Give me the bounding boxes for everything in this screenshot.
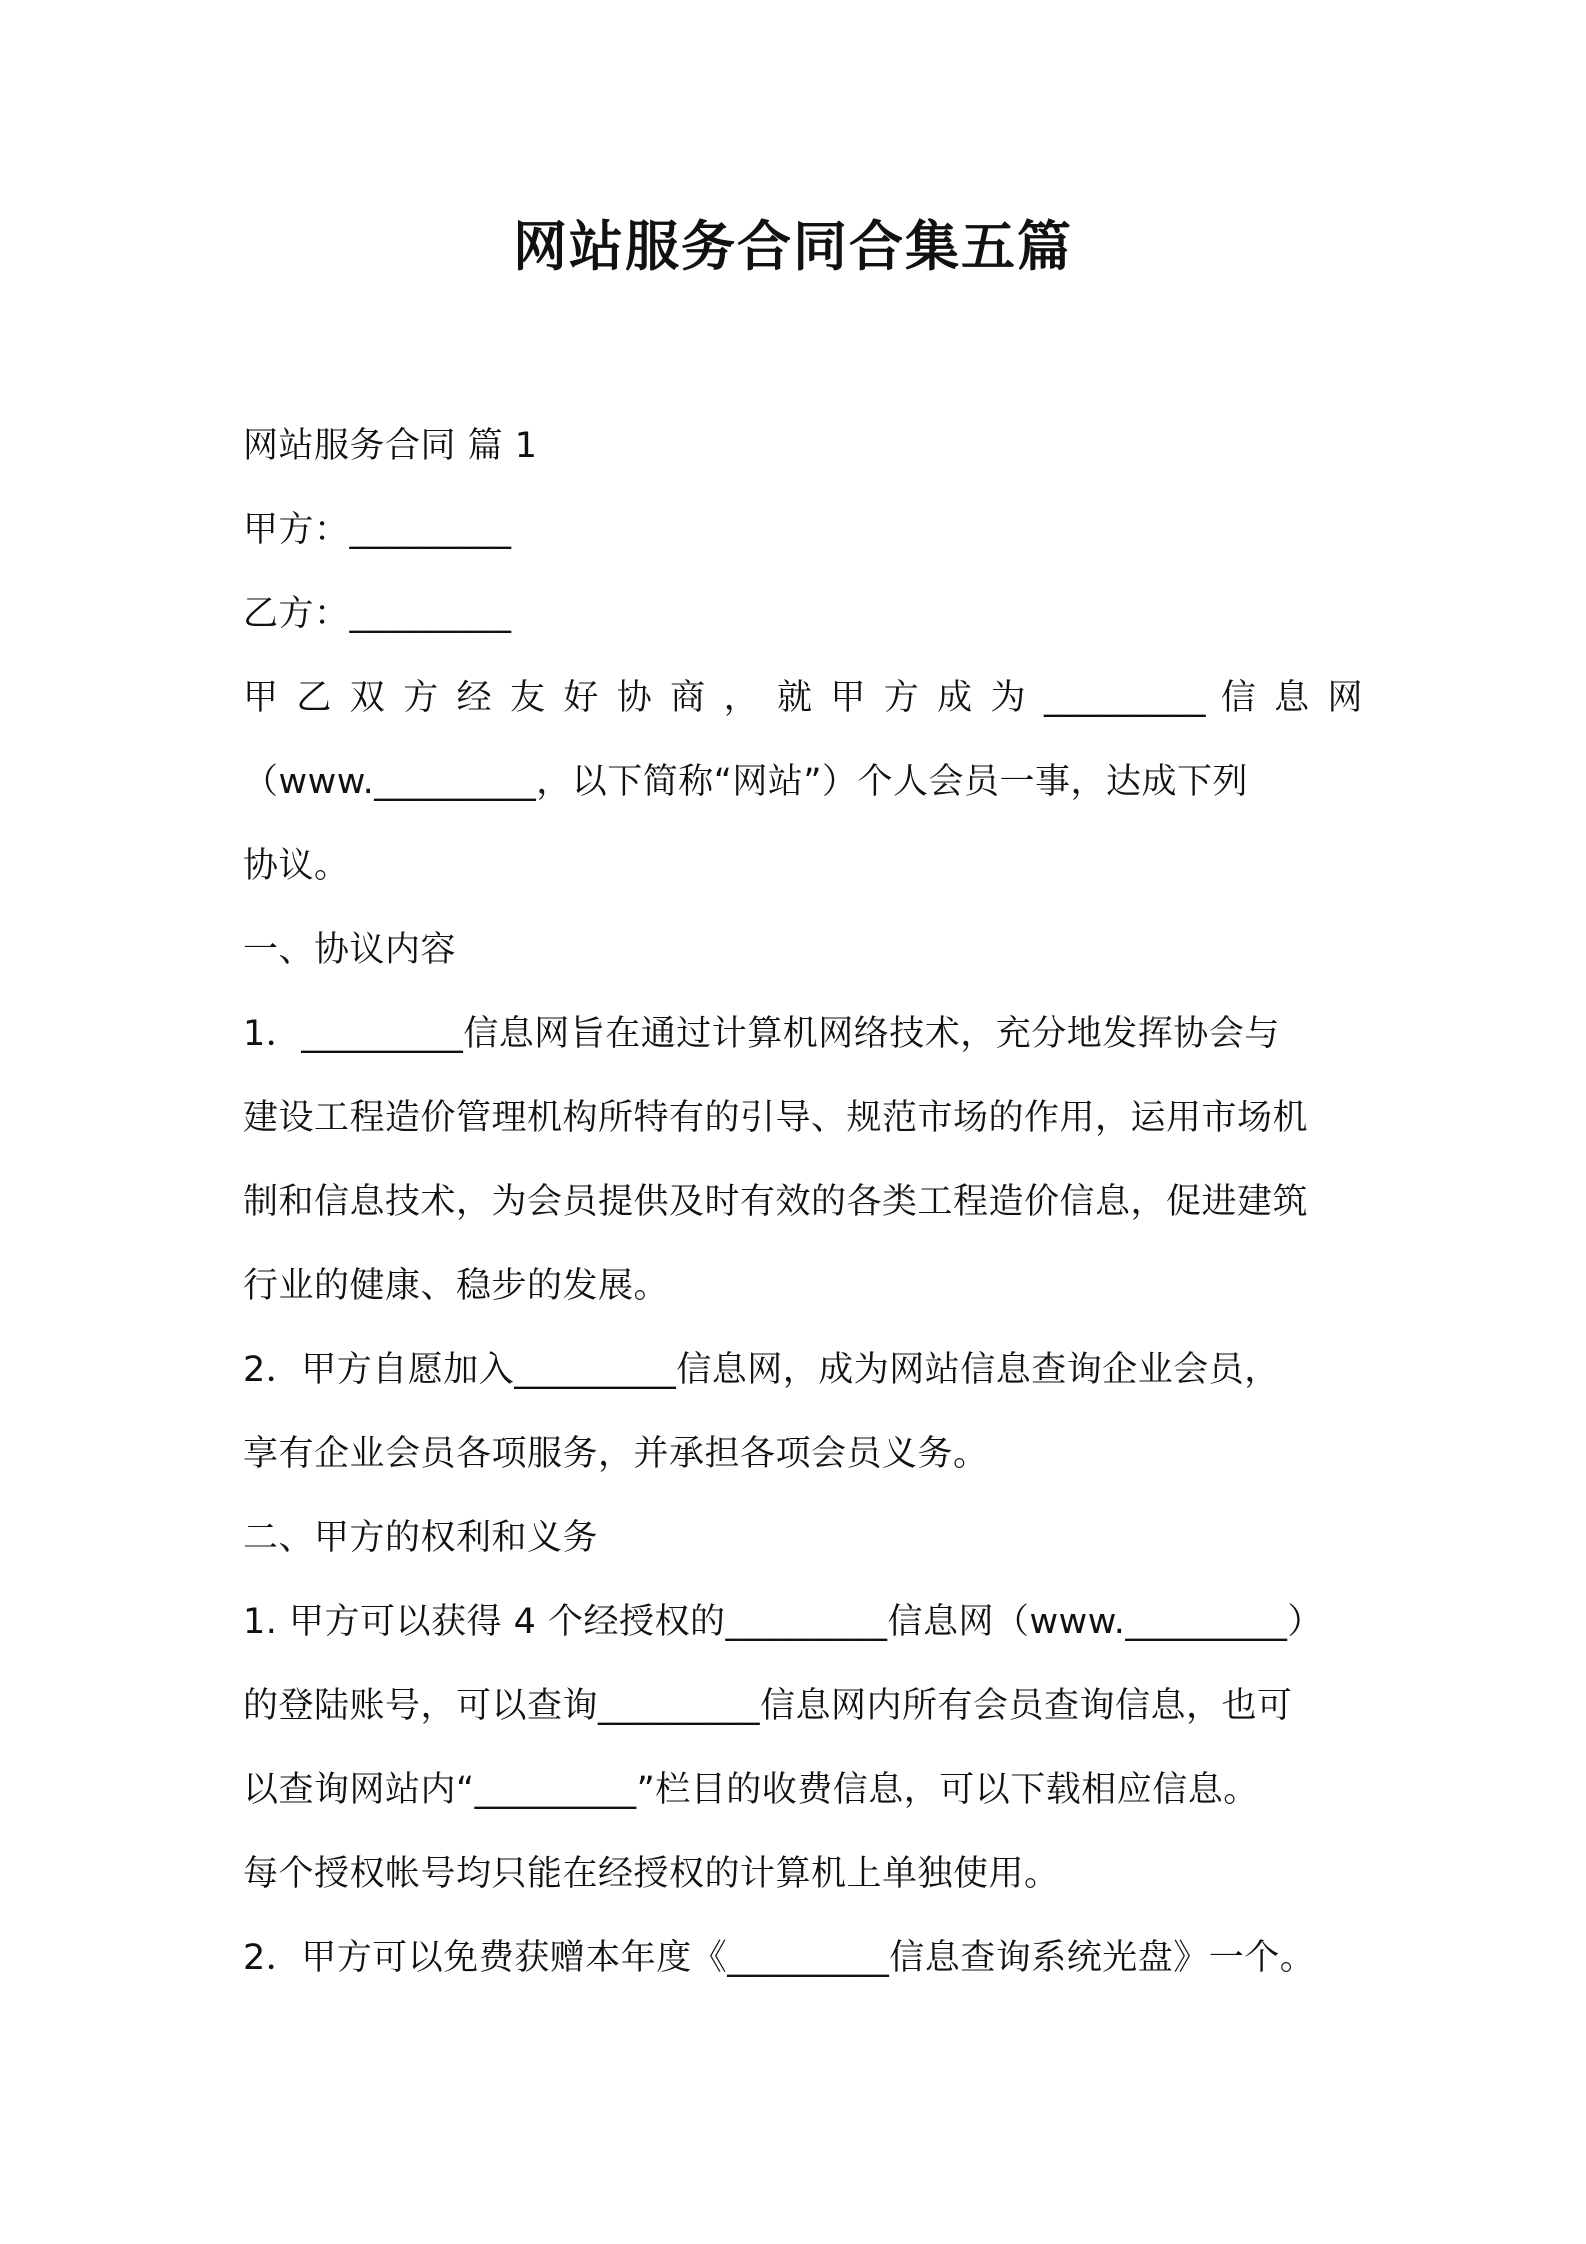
paragraph-line: 制和信息技术，为会员提供及时有效的各类工程造价信息，促进建筑 xyxy=(243,1182,1309,1222)
section-heading: 网站服务合同 篇 1 xyxy=(243,426,538,466)
paragraph-line: 协议。 xyxy=(243,846,350,886)
paragraph-line: 1．_________信息网旨在通过计算机网络技术，充分地发挥协会与 xyxy=(243,1014,1280,1054)
paragraph-line: 每个授权帐号均只能在经授权的计算机上单独使用。 xyxy=(243,1854,1060,1894)
paragraph-line: （www._________，以下简称“网站”）个人会员一事，达成下列 xyxy=(243,762,1249,802)
paragraph-line: 2．甲方自愿加入_________信息网，成为网站信息查询企业会员， xyxy=(243,1350,1280,1390)
paragraph-line: 的登陆账号，可以查询_________信息网内所有会员查询信息，也可 xyxy=(243,1686,1293,1726)
section-heading: 二、甲方的权利和义务 xyxy=(243,1518,599,1558)
section-heading: 一、协议内容 xyxy=(243,930,457,970)
paragraph-line: 甲 乙 双 方 经 友 好 协 商 ， 就 甲 方 成 为 _________ 信 息 网 xyxy=(243,678,1363,718)
paragraph-line: 享有企业会员各项服务，并承担各项会员义务。 xyxy=(243,1434,989,1474)
paragraph-line: 2．甲方可以免费获赠本年度《_________信息查询系统光盘》一个。 xyxy=(243,1938,1316,1978)
paragraph-line: 行业的健康、稳步的发展。 xyxy=(243,1266,670,1306)
paragraph-line: 1. 甲方可以获得 4 个经授权的_________信息网（www._________） xyxy=(243,1602,1323,1642)
document-title: 网站服务合同合集五篇 xyxy=(513,215,1073,278)
paragraph-line: 以查询网站内“_________”栏目的收费信息，可以下载相应信息。 xyxy=(243,1770,1259,1810)
party-a-line: 甲方：_________ xyxy=(243,510,512,550)
paragraph-line: 建设工程造价管理机构所特有的引导、规范市场的作用，运用市场机 xyxy=(243,1098,1309,1138)
document-body xyxy=(243,404,1363,2000)
party-b-line: 乙方：_________ xyxy=(243,594,512,634)
